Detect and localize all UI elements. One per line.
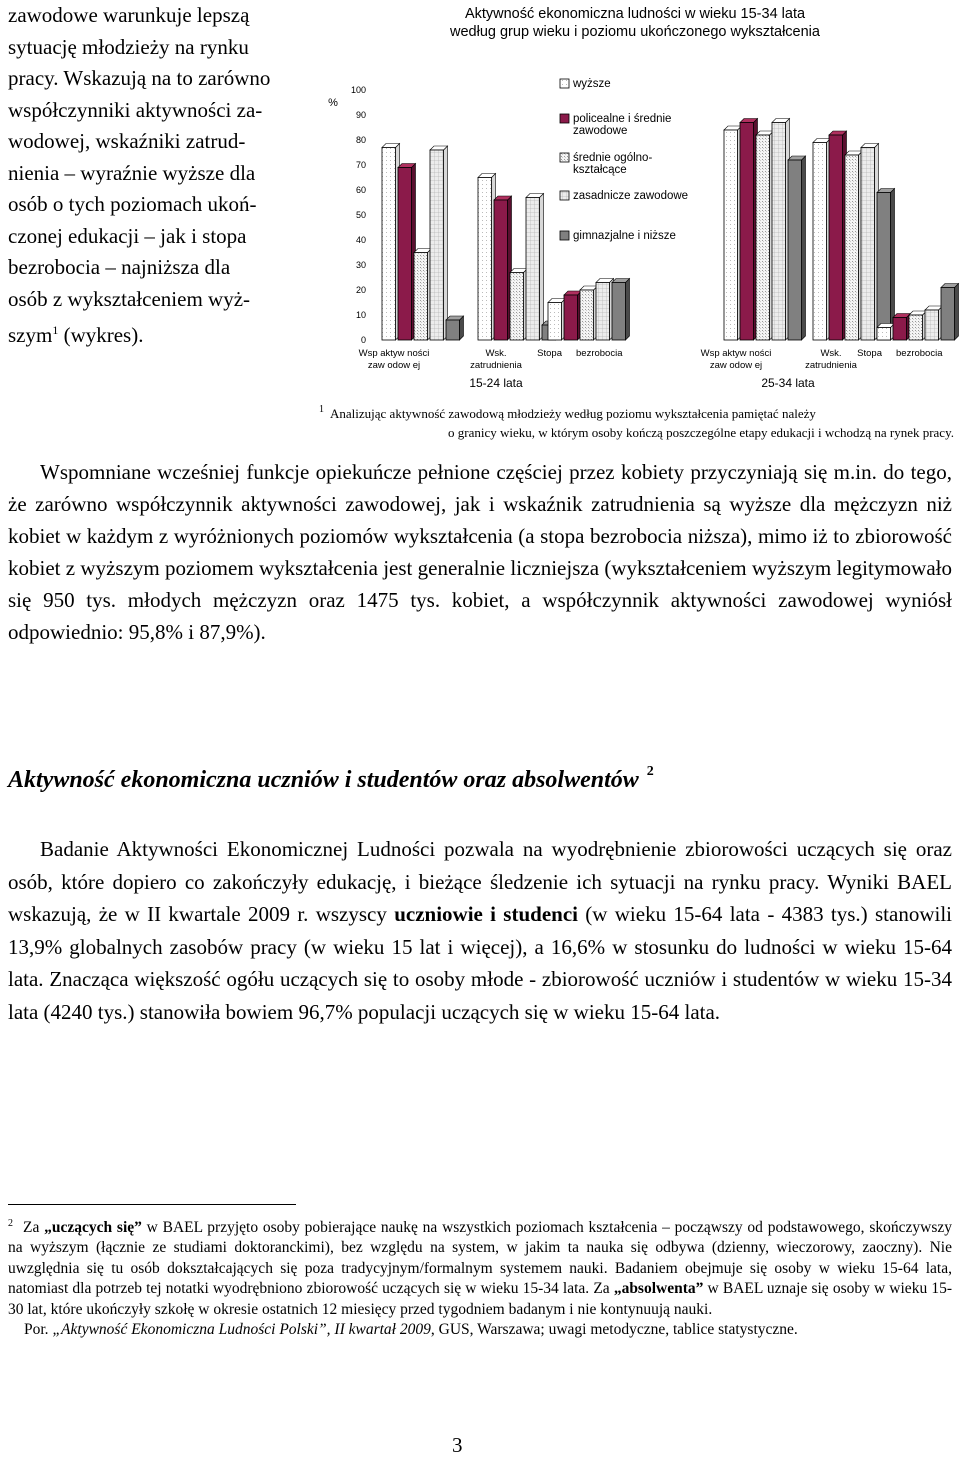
footnote-2-t2: w BAEL przyjęto osoby pobierające naukę na wszystkich poziomach kształcenia – począwszy od podstawowego, skończywszy na wyższym (łącznie ze studiami doktoranckimi), bez względu na system, w jakim ta nauka się odbywa (dzienny, wieczorowy, zaoczny). Nie uwzględnia się tu osób dokształcających się poza tradycyjnym/formalnym systemem nauki. Badaniem obejmuje się osoby w wieku 15-64 lata, natomiast dla potrzeb tej notatki wyodrębniono zbiorowość uczących się w wieku 15-34 lata. Za xyxy=(8,1219,952,1298)
bar xyxy=(596,279,614,341)
category-label: Wsp aktyw ności xyxy=(700,348,772,359)
bar-face xyxy=(893,318,907,341)
left-line: wodowej, wskaźniki zatrud- xyxy=(8,129,246,153)
chart-svg xyxy=(318,0,960,400)
left-line: zawodowe warunkuje lepszą xyxy=(8,3,250,27)
bar-face xyxy=(478,178,492,341)
bar-face xyxy=(430,150,444,340)
bar-face xyxy=(925,310,939,340)
category-label: zatrudnienia xyxy=(470,360,522,371)
bar-side xyxy=(444,146,448,340)
footnote-2-t3: w BAEL uznaje się osoby w wieku 15-30 lat, które ukończyły szkołę w okresie ostatnich 12 miesięcy przed tygodniem badanym i nie kontynuują nauki. xyxy=(8,1280,952,1318)
activity-chart xyxy=(318,0,960,400)
bar xyxy=(612,279,630,341)
legend-label: kształcące xyxy=(573,164,627,176)
legend-item xyxy=(560,113,671,137)
group-label-25-34: 25-34 lata xyxy=(761,376,815,390)
bar-side xyxy=(626,279,630,341)
bar xyxy=(526,194,544,341)
category-label: zatrudnienia xyxy=(805,360,857,371)
legend-swatch xyxy=(560,114,569,123)
bar-face xyxy=(382,148,396,341)
left-line-last xyxy=(8,315,296,352)
legend-label: policealne i średnie xyxy=(573,113,672,125)
bar-face xyxy=(580,290,594,340)
bar-face xyxy=(877,328,891,341)
bar-face xyxy=(829,135,843,340)
bar-face xyxy=(724,130,738,340)
footnote-2-por-italic: „Aktywność Ekonomiczna Ludności Polski”, II kwartał 2009 xyxy=(52,1321,431,1339)
y-tick-label: 0 xyxy=(360,335,366,345)
y-axis xyxy=(351,85,366,345)
legend-swatch xyxy=(560,191,569,200)
bar-face xyxy=(772,123,786,341)
category-label: zaw odow ej xyxy=(367,360,421,371)
bar xyxy=(398,164,416,341)
bar-face xyxy=(740,123,754,341)
category-label: Stopa xyxy=(537,348,562,359)
bar xyxy=(813,139,831,341)
bar xyxy=(510,269,528,341)
category-label: bezrobocia xyxy=(576,348,623,359)
bar-face xyxy=(548,303,562,341)
paragraph-2-bold: uczniowie i studenci xyxy=(394,902,578,926)
left-column-text xyxy=(8,0,296,352)
chart-title: Aktywność ekonomiczna ludności w wieku 15-34 lata xyxy=(464,6,806,22)
bar-face xyxy=(596,283,610,341)
bar-side xyxy=(802,156,806,340)
y-tick-label: 50 xyxy=(355,210,366,220)
legend-swatch xyxy=(560,79,569,88)
footnote-2-number: 2 xyxy=(8,1218,13,1229)
footnote-separator xyxy=(8,1204,296,1205)
category-label: Stopa xyxy=(857,348,882,359)
bar xyxy=(877,324,895,341)
bar xyxy=(446,316,464,340)
legend-label: średnie ogólno- xyxy=(573,152,653,164)
bar xyxy=(941,284,959,341)
bar-face xyxy=(494,200,508,340)
bar-face xyxy=(446,320,460,340)
bar-face xyxy=(414,253,428,341)
y-tick-label: 60 xyxy=(355,185,366,195)
legend-label: zasadnicze zawodowe xyxy=(573,190,689,202)
bar xyxy=(740,119,758,341)
footnote-2-t1: Za xyxy=(23,1219,45,1236)
left-line: pracy. Wskazują na to zarówno xyxy=(8,66,271,90)
y-tick-label: 100 xyxy=(350,85,366,95)
bar xyxy=(414,249,432,341)
legend-item xyxy=(560,78,611,90)
bar-face xyxy=(526,198,540,341)
footnote-2-por-rest: , GUS, Warszawa; uwagi metodyczne, tablice statystyczne. xyxy=(430,1321,798,1339)
bar xyxy=(430,146,448,340)
footnote-1-number: 1 xyxy=(319,404,324,415)
bar xyxy=(893,314,911,341)
footnote-2-b1: „uczących się” xyxy=(44,1219,142,1236)
y-tick-label: 30 xyxy=(355,260,366,270)
bar-face xyxy=(612,283,626,341)
footnote-ref-2: 2 xyxy=(646,764,654,779)
left-line: czonej edukacji – jak i stopa xyxy=(8,223,247,248)
y-tick-label: 20 xyxy=(355,285,366,295)
footnote-1-line2: o granicy wieku, w którym osoby kończą poszczególne etapy edukacji i wchodzą na rynek pracy. xyxy=(448,425,954,440)
page-number: 3 xyxy=(452,1433,463,1457)
section-heading-text: Aktywność ekonomiczna uczniów i studentów oraz absolwentów xyxy=(8,767,639,793)
footnote-1 xyxy=(319,404,954,442)
category-label: Wsk. xyxy=(820,348,842,359)
category-label: bezrobocia xyxy=(896,348,943,359)
bar xyxy=(580,286,598,340)
paragraph-2-text xyxy=(8,833,952,1028)
group-label-15-24: 15-24 lata xyxy=(469,376,523,390)
bar-face xyxy=(564,295,578,340)
left-line-last-end: (wykres). xyxy=(58,323,144,347)
paragraph-2 xyxy=(8,833,952,1028)
legend-item xyxy=(560,152,652,176)
footnote-ref-1: 1 xyxy=(52,323,59,337)
y-tick-label: 90 xyxy=(355,110,366,120)
left-line: bezrobocia – najniższa dla xyxy=(8,255,231,279)
category-label: zaw odow ej xyxy=(709,360,763,371)
legend-swatch xyxy=(560,153,569,162)
bar xyxy=(494,196,512,340)
left-line: sytuację młodzieży na rynku xyxy=(8,34,249,59)
left-line-last-start: szym xyxy=(8,323,53,347)
legend-label: wyższe xyxy=(573,78,611,90)
y-tick-label: 10 xyxy=(355,310,366,320)
category-labels xyxy=(359,348,944,371)
bar-side xyxy=(540,194,544,341)
legend-item xyxy=(560,190,688,202)
bar xyxy=(564,291,582,340)
legend-label: zawodowe xyxy=(573,125,628,137)
y-tick-label: 80 xyxy=(355,135,366,145)
bar xyxy=(861,144,879,341)
legend-label: gimnazjalne i niższe xyxy=(573,230,676,242)
bar-face xyxy=(877,193,891,341)
bar xyxy=(877,189,895,341)
left-line: współczynniki aktywności za- xyxy=(8,97,263,122)
y-tick-label: 40 xyxy=(355,235,366,245)
bar xyxy=(909,311,927,340)
bar-face xyxy=(510,273,524,341)
footnote-2 xyxy=(8,1214,952,1340)
bar-face xyxy=(941,288,955,341)
bar xyxy=(788,156,806,340)
y-tick-label: 70 xyxy=(355,160,366,170)
bar-face xyxy=(788,160,802,340)
paragraph-2-part1: Badanie Aktywności Ekonomicznej Ludności pozwala na wyodrębnienie zbiorowości uczących się oraz osób, które dopiero co zakończyły edukację, i bieżące śledzenie ich sytuacji na rynku pracy. Wyniki BAEL wskazują, że w II kwartale 2009 r. wszyscy xyxy=(8,837,952,926)
bar xyxy=(925,306,943,340)
bar xyxy=(829,131,847,340)
footnote-2-por: Por. xyxy=(24,1321,53,1339)
category-label: Wsk. xyxy=(485,348,507,359)
bar-face xyxy=(845,155,859,340)
footnote-2-b2: „absolwenta” xyxy=(613,1280,704,1298)
bar-face xyxy=(861,148,875,341)
chart-legend xyxy=(560,78,688,242)
y-axis-label: % xyxy=(328,97,338,109)
chart-subtitle: według grup wieku i poziomu ukończonego wykształcenia xyxy=(450,24,820,40)
bar xyxy=(382,144,400,341)
bar-side xyxy=(955,284,959,341)
footnote-2-source xyxy=(8,1320,952,1340)
category-label: Wsp aktyw ności xyxy=(358,348,430,359)
bar-face xyxy=(909,315,923,340)
bar-face xyxy=(813,143,827,341)
bar xyxy=(756,131,774,340)
left-line: osób z wykształceniem wyż- xyxy=(8,286,251,311)
left-line: osób o tych poziomach ukoń- xyxy=(8,192,257,216)
legend-swatch xyxy=(560,231,569,240)
bar xyxy=(845,151,863,340)
left-line: nienia – wyraźnie wyższe dla xyxy=(8,160,256,185)
bar xyxy=(772,119,790,341)
paragraph-1-text: Wspomniane wcześniej funkcje opiekuńcze pełnione częściej przez kobiety przyczyniają się m.in. do tego, że zarówno współczynnik aktywności zawodowej, jak i wskaźnik zatrudnienia są wyższe dla mężczyzn niż kobiet w każdym z wyróżnionych poziomów wykształcenia (a stopa bezrobocia niższa), mimo iż to zbiorowość kobiet z wyższym poziomem wykształcenia jest generalnie liczniejsza (wykształceniem wyższym legitymowało się 950 tys. młodych mężczyzn oraz 1475 tys. kobiet, a współczynnik aktywności zawodowej wyniósł odpowiednio: 95,8% i 87,9%). xyxy=(8,460,952,644)
bar xyxy=(478,174,496,341)
paragraph-2-part2: (w wieku 15-64 lata - 4383 tys.) stanowili 13,9% globalnych zasobów pracy (w wieku 15 lat i więcej), a 16,6% w stosunku do ludności w wieku 15-64 lata. Znacząca większość ogółu uczących się to osoby młode - zbiorowość uczniów i studentów w wieku 15-34 lata (4240 tys.) stanowiła bowiem 96,7% populacji uczących się w wieku 15-64 lata. xyxy=(8,902,952,1024)
section-heading xyxy=(8,764,952,794)
footnote-1-line1: Analizując aktywność zawodową młodzieży według poziomu wykształcenia pamiętać należy xyxy=(330,406,816,421)
bar xyxy=(724,126,742,340)
bar-face xyxy=(756,135,770,340)
paragraph-1 xyxy=(8,456,952,648)
bar xyxy=(548,299,566,341)
bar-face xyxy=(398,168,412,341)
footnote-2-body xyxy=(8,1214,952,1320)
legend-item xyxy=(560,230,676,242)
